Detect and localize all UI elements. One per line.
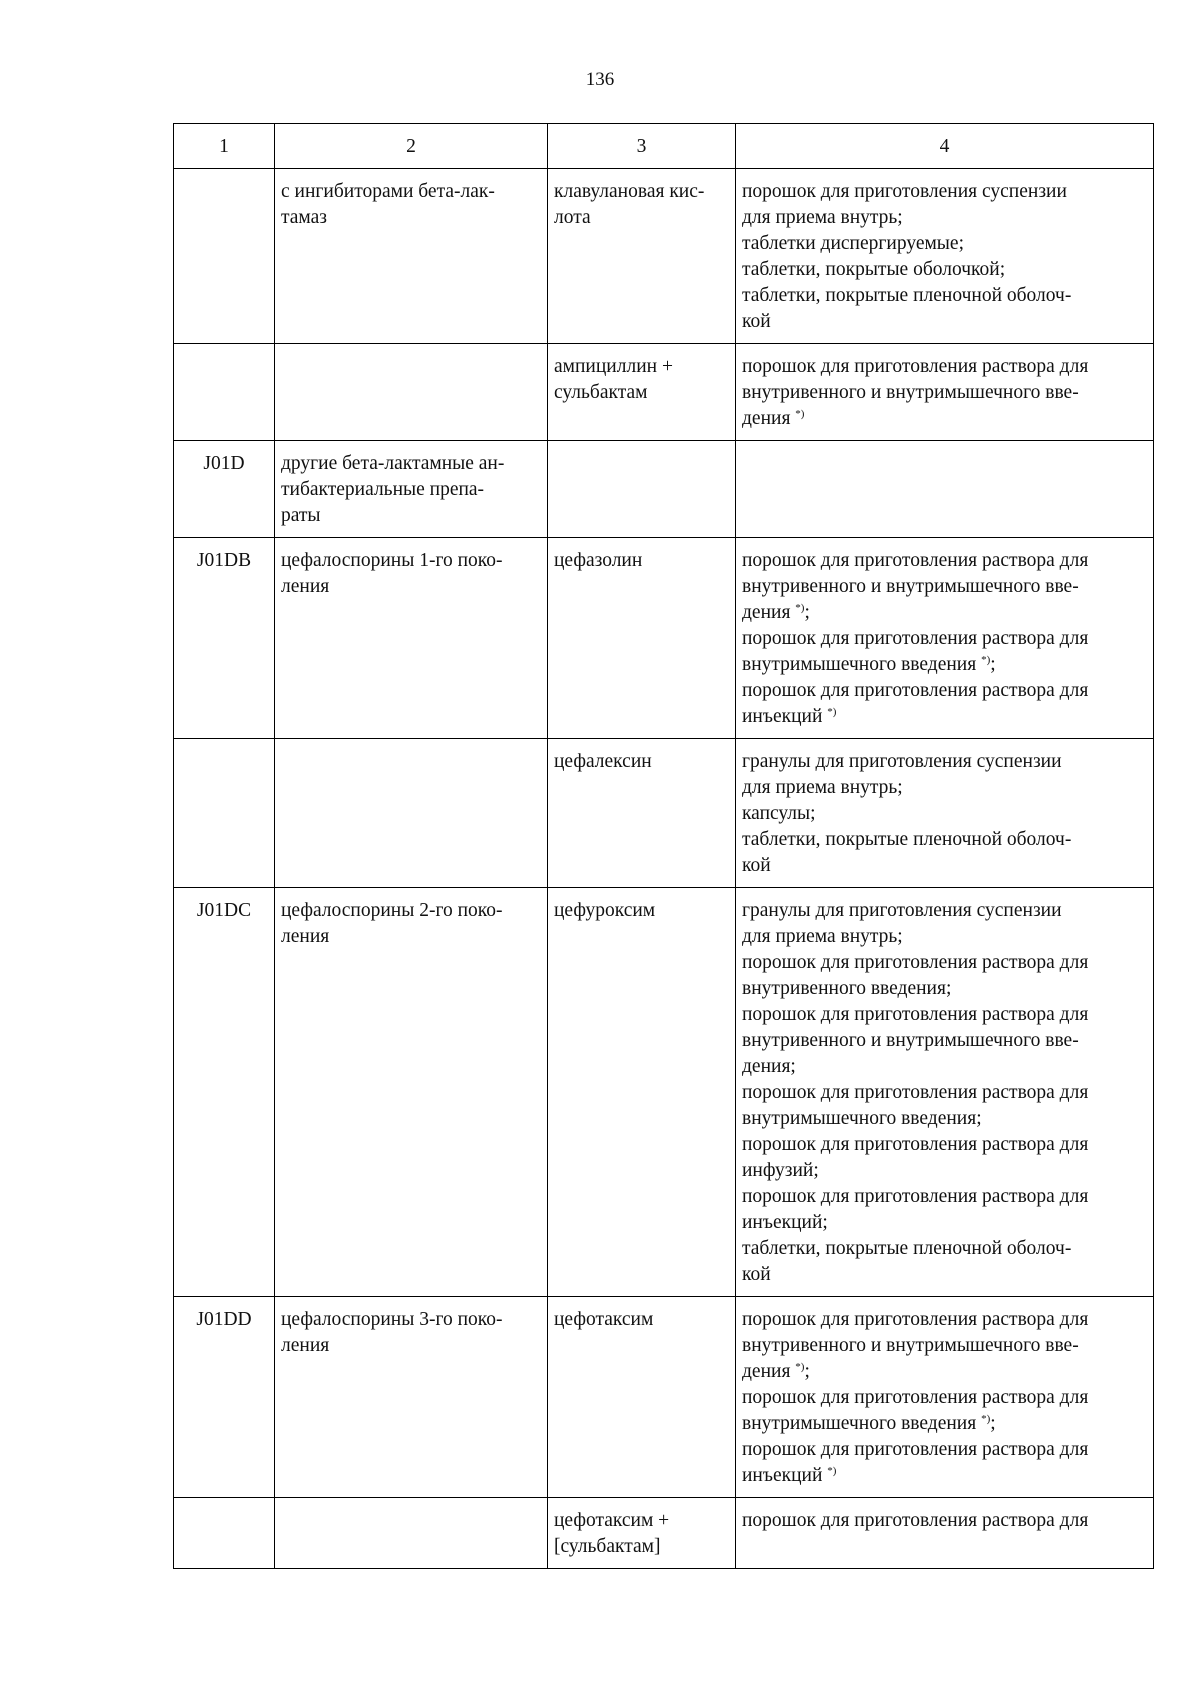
dosage-form-text: порошок для приготовления раствора для bbox=[742, 1439, 1089, 1460]
dosage-form-line bbox=[742, 574, 1147, 600]
group-line: ления bbox=[281, 1335, 330, 1356]
dosage-form-text: дения bbox=[742, 408, 796, 429]
dosage-form-line bbox=[742, 548, 1147, 574]
dosage-form-line bbox=[742, 205, 1147, 231]
dosage-form-line bbox=[742, 827, 1147, 853]
dosage-form-line bbox=[742, 801, 1147, 827]
dosage-form-text: порошок для приготовления раствора для bbox=[742, 550, 1089, 571]
substance-cell bbox=[548, 888, 736, 1297]
group-line: тибактериальные препа- bbox=[281, 479, 485, 500]
dosage-form-text: внутривенного введения; bbox=[742, 978, 952, 999]
table-row bbox=[174, 739, 1154, 888]
dosage-form-cell bbox=[736, 888, 1154, 1297]
substance-cell bbox=[548, 344, 736, 441]
dosage-form-line bbox=[742, 749, 1147, 775]
dosage-form-line bbox=[742, 1333, 1147, 1359]
header-col-1: 1 bbox=[174, 124, 275, 169]
substance-cell bbox=[548, 538, 736, 739]
dosage-form-cell bbox=[736, 538, 1154, 739]
substance-line: цефуроксим bbox=[554, 900, 656, 921]
dosage-form-text: для приема внутрь; bbox=[742, 777, 903, 798]
dosage-form-text: порошок для приготовления раствора для bbox=[742, 628, 1089, 649]
substance-cell bbox=[548, 1297, 736, 1498]
dosage-form-text: кой bbox=[742, 1264, 771, 1285]
footnote-marker: *) bbox=[795, 1361, 805, 1373]
dosage-form-line bbox=[742, 704, 1147, 730]
table-row bbox=[174, 1297, 1154, 1498]
dosage-form-line bbox=[742, 1184, 1147, 1210]
dosage-form-line bbox=[742, 1106, 1147, 1132]
dosage-form-cell bbox=[736, 1297, 1154, 1498]
dosage-form-cell bbox=[736, 1498, 1154, 1569]
dosage-form-text: инъекций bbox=[742, 706, 828, 727]
dosage-form-text: таблетки диспергируемые; bbox=[742, 233, 964, 254]
group-line: тамаз bbox=[281, 207, 327, 228]
dosage-form-text: гранулы для приготовления суспензии bbox=[742, 900, 1062, 921]
dosage-form-line bbox=[742, 1359, 1147, 1385]
dosage-form-line bbox=[742, 678, 1147, 704]
table-row bbox=[174, 169, 1154, 344]
dosage-form-text: для приема внутрь; bbox=[742, 926, 903, 947]
group-line: раты bbox=[281, 505, 321, 526]
dosage-form-text: порошок для приготовления раствора для bbox=[742, 1309, 1089, 1330]
group-cell bbox=[275, 344, 548, 441]
dosage-form-text: для приема внутрь; bbox=[742, 207, 903, 228]
substance-line: [сульбактам] bbox=[554, 1536, 661, 1557]
dosage-form-text: гранулы для приготовления суспензии bbox=[742, 751, 1062, 772]
dosage-form-text: порошок для приготовления суспензии bbox=[742, 181, 1067, 202]
group-cell bbox=[275, 888, 548, 1297]
dosage-form-line bbox=[742, 179, 1147, 205]
atc-code-cell bbox=[174, 344, 275, 441]
dosage-form-text: кой bbox=[742, 311, 771, 332]
dosage-form-line bbox=[742, 898, 1147, 924]
dosage-form-line bbox=[742, 1210, 1147, 1236]
dosage-form-line bbox=[742, 380, 1147, 406]
dosage-form-text: порошок для приготовления раствора для bbox=[742, 1134, 1089, 1155]
dosage-form-text: дения; bbox=[742, 1056, 796, 1077]
group-line: ления bbox=[281, 576, 330, 597]
dosage-form-line bbox=[742, 775, 1147, 801]
table-row bbox=[174, 538, 1154, 739]
dosage-form-text: таблетки, покрытые пленочной оболоч- bbox=[742, 829, 1072, 850]
dosage-form-text: внутримышечного введения bbox=[742, 1413, 982, 1434]
substance-line: сульбактам bbox=[554, 382, 648, 403]
dosage-form-line bbox=[742, 1080, 1147, 1106]
atc-code: J01DB bbox=[196, 550, 252, 571]
substance-line: клавулановая кис- bbox=[554, 181, 705, 202]
group-cell bbox=[275, 1297, 548, 1498]
group-line: другие бета-лактамные ан- bbox=[281, 453, 505, 474]
substance-cell bbox=[548, 739, 736, 888]
group-cell bbox=[275, 441, 548, 538]
dosage-form-cell bbox=[736, 169, 1154, 344]
dosage-form-text: внутримышечного введения bbox=[742, 654, 982, 675]
atc-code-cell bbox=[174, 888, 275, 1297]
dosage-form-text: инъекций; bbox=[742, 1212, 828, 1233]
dosage-form-text: внутривенного и внутримышечного вве- bbox=[742, 576, 1079, 597]
footnote-marker: *) bbox=[827, 1465, 837, 1477]
dosage-form-line bbox=[742, 1262, 1147, 1288]
atc-code-cell bbox=[174, 1297, 275, 1498]
atc-code: J01D bbox=[203, 453, 245, 474]
atc-code: J01DD bbox=[196, 1309, 252, 1330]
header-col-4: 4 bbox=[736, 124, 1154, 169]
atc-code-cell bbox=[174, 1498, 275, 1569]
atc-code-cell bbox=[174, 538, 275, 739]
dosage-form-text: внутримышечного введения; bbox=[742, 1108, 982, 1129]
table-body bbox=[174, 169, 1154, 1569]
group-cell bbox=[275, 169, 548, 344]
substance-line: цефотаксим + bbox=[554, 1510, 670, 1531]
substance-line: ампициллин + bbox=[554, 356, 673, 377]
dosage-form-text: внутривенного и внутримышечного вве- bbox=[742, 1030, 1079, 1051]
footnote-marker: *) bbox=[795, 602, 805, 614]
dosage-form-line bbox=[742, 1002, 1147, 1028]
dosage-form-text: инфузий; bbox=[742, 1160, 819, 1181]
dosage-form-text: кой bbox=[742, 855, 771, 876]
dosage-form-text: порошок для приготовления раствора для bbox=[742, 356, 1089, 377]
dosage-form-punctuation: ; bbox=[990, 1413, 996, 1434]
dosage-form-line bbox=[742, 1307, 1147, 1333]
dosage-form-line bbox=[742, 1054, 1147, 1080]
dosage-form-line bbox=[742, 1028, 1147, 1054]
group-line: цефалоспорины 1-го поко- bbox=[281, 550, 503, 571]
dosage-form-text: таблетки, покрытые оболочкой; bbox=[742, 259, 1006, 280]
dosage-form-cell bbox=[736, 344, 1154, 441]
header-row bbox=[174, 124, 1154, 169]
dosage-form-line bbox=[742, 1385, 1147, 1411]
group-cell bbox=[275, 1498, 548, 1569]
dosage-form-text: инъекций bbox=[742, 1465, 828, 1486]
dosage-form-line bbox=[742, 950, 1147, 976]
dosage-form-text: порошок для приготовления раствора для bbox=[742, 1510, 1089, 1531]
group-line: цефалоспорины 3-го поко- bbox=[281, 1309, 503, 1330]
dosage-form-text: порошок для приготовления раствора для bbox=[742, 1387, 1089, 1408]
dosage-form-line bbox=[742, 1508, 1147, 1534]
dosage-form-text: внутривенного и внутримышечного вве- bbox=[742, 382, 1079, 403]
dosage-form-line bbox=[742, 976, 1147, 1002]
group-line: с ингибиторами бета-лак- bbox=[281, 181, 495, 202]
substance-line: цефазолин bbox=[554, 550, 643, 571]
dosage-form-line bbox=[742, 406, 1147, 432]
table-row bbox=[174, 888, 1154, 1297]
dosage-form-line bbox=[742, 257, 1147, 283]
dosage-form-line bbox=[742, 600, 1147, 626]
dosage-form-text: порошок для приготовления раствора для bbox=[742, 1082, 1089, 1103]
dosage-form-text: порошок для приготовления раствора для bbox=[742, 680, 1089, 701]
substance-line: цефотаксим bbox=[554, 1309, 654, 1330]
atc-code: J01DC bbox=[196, 900, 252, 921]
dosage-form-line bbox=[742, 309, 1147, 335]
dosage-form-text: капсулы; bbox=[742, 803, 816, 824]
substance-line: цефалексин bbox=[554, 751, 652, 772]
dosage-form-line bbox=[742, 652, 1147, 678]
dosage-form-line bbox=[742, 853, 1147, 879]
footnote-marker: *) bbox=[827, 706, 837, 718]
footnote-marker: *) bbox=[981, 654, 991, 666]
substance-cell bbox=[548, 169, 736, 344]
dosage-form-text: порошок для приготовления раствора для bbox=[742, 1004, 1089, 1025]
dosage-form-line bbox=[742, 1236, 1147, 1262]
dosage-form-line bbox=[742, 354, 1147, 380]
dosage-form-line bbox=[742, 626, 1147, 652]
dosage-form-line bbox=[742, 1463, 1147, 1489]
dosage-form-cell bbox=[736, 739, 1154, 888]
dosage-form-punctuation: ; bbox=[990, 654, 996, 675]
dosage-form-text: внутривенного и внутримышечного вве- bbox=[742, 1335, 1079, 1356]
group-cell bbox=[275, 538, 548, 739]
dosage-form-punctuation: ; bbox=[804, 1361, 810, 1382]
table-header bbox=[174, 124, 1154, 169]
page-number: 136 bbox=[585, 69, 615, 90]
medication-table bbox=[173, 123, 1154, 1569]
dosage-form-line bbox=[742, 924, 1147, 950]
atc-code-cell bbox=[174, 441, 275, 538]
atc-code-cell bbox=[174, 169, 275, 344]
table-row bbox=[174, 441, 1154, 538]
dosage-form-cell bbox=[736, 441, 1154, 538]
dosage-form-line bbox=[742, 231, 1147, 257]
substance-cell bbox=[548, 1498, 736, 1569]
dosage-form-line bbox=[742, 1132, 1147, 1158]
dosage-form-line bbox=[742, 1411, 1147, 1437]
group-line: цефалоспорины 2-го поко- bbox=[281, 900, 503, 921]
dosage-form-line bbox=[742, 283, 1147, 309]
footnote-marker: *) bbox=[795, 408, 805, 420]
group-cell bbox=[275, 739, 548, 888]
dosage-form-line bbox=[742, 1158, 1147, 1184]
dosage-form-line bbox=[742, 1437, 1147, 1463]
atc-code-cell bbox=[174, 739, 275, 888]
substance-cell bbox=[548, 441, 736, 538]
dosage-form-text: дения bbox=[742, 602, 796, 623]
header-col-2: 2 bbox=[275, 124, 548, 169]
dosage-form-text: таблетки, покрытые пленочной оболоч- bbox=[742, 1238, 1072, 1259]
dosage-form-text: порошок для приготовления раствора для bbox=[742, 1186, 1089, 1207]
dosage-form-text: порошок для приготовления раствора для bbox=[742, 952, 1089, 973]
table-row bbox=[174, 1498, 1154, 1569]
group-line: ления bbox=[281, 926, 330, 947]
footnote-marker: *) bbox=[981, 1413, 991, 1425]
dosage-form-text: таблетки, покрытые пленочной оболоч- bbox=[742, 285, 1072, 306]
header-col-3: 3 bbox=[548, 124, 736, 169]
dosage-form-punctuation: ; bbox=[804, 602, 810, 623]
dosage-form-text: дения bbox=[742, 1361, 796, 1382]
table-row bbox=[174, 344, 1154, 441]
substance-line: лота bbox=[554, 207, 591, 228]
